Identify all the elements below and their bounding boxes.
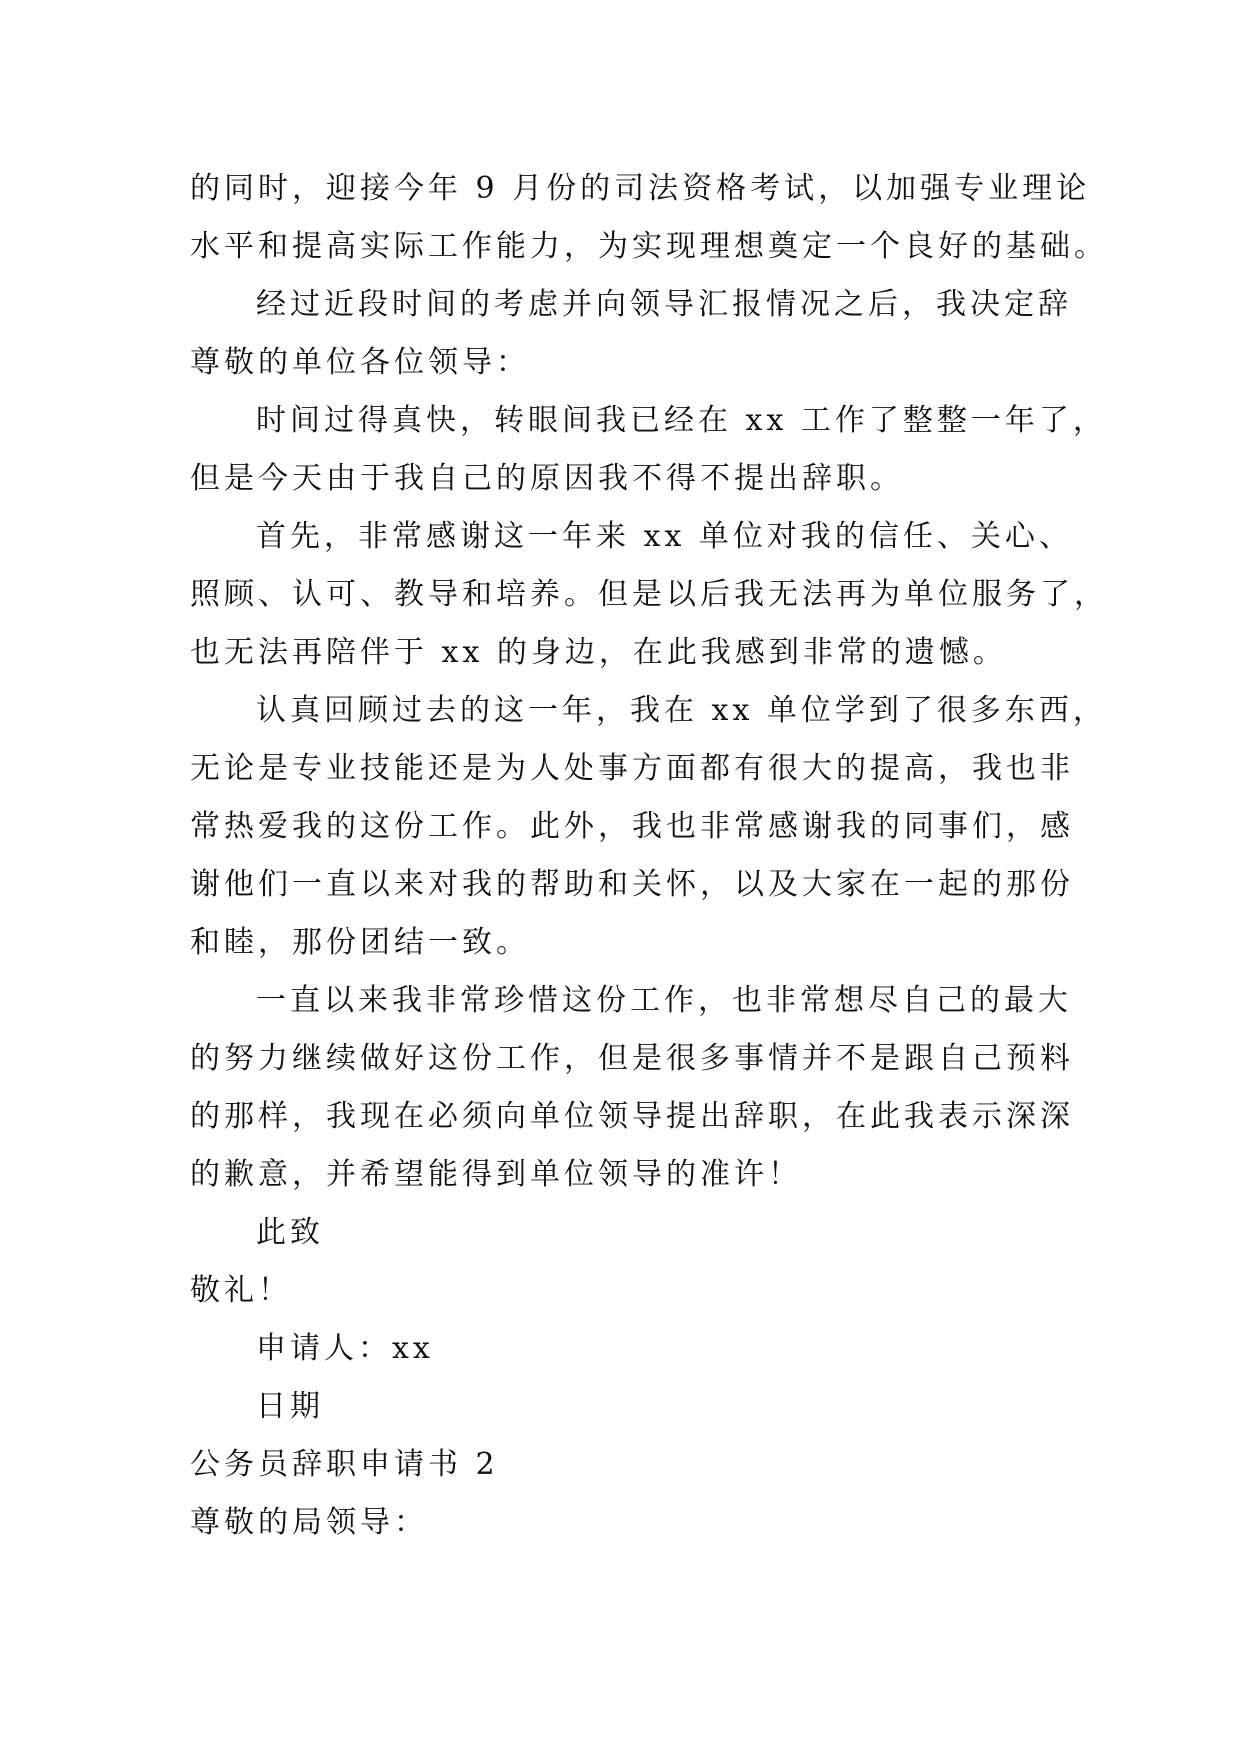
text-line: 首先，非常感谢这一年来 xx 单位对我的信任、关心、 <box>256 519 1073 554</box>
salutation: 尊敬的单位各位领导： <box>190 345 530 380</box>
text-line: 时间过得真快，转眼间我已经在 xx 工作了整整一年了， <box>256 403 1107 438</box>
text-line: 的那样，我现在必须向单位领导提出辞职，在此我表示深深 <box>190 1099 1074 1134</box>
section-title: 公务员辞职申请书 2 <box>190 1447 499 1482</box>
text-line: 无论是专业技能还是为人处事方面都有很大的提高，我也非 <box>190 751 1074 786</box>
salutation: 尊敬的局领导： <box>190 1505 428 1540</box>
text-line: 一直以来我非常珍惜这份工作，也非常想尽自己的最大 <box>256 983 1072 1018</box>
text-line: 水平和提高实际工作能力，为实现理想奠定一个良好的基础。 <box>190 229 1108 264</box>
date-line: 日期 <box>256 1389 324 1424</box>
closing-line: 此致 <box>256 1215 324 1250</box>
text-line: 的同时，迎接今年 9 月份的司法资格考试，以加强专业理论 <box>190 171 1091 206</box>
text-line: 认真回顾过去的这一年，我在 xx 单位学到了很多东西， <box>256 693 1107 728</box>
text-line: 但是今天由于我自己的原因我不得不提出辞职。 <box>190 461 904 496</box>
text-line: 谢他们一直以来对我的帮助和关怀，以及大家在一起的那份 <box>190 867 1074 902</box>
text-line: 常热爱我的这份工作。此外，我也非常感谢我的同事们，感 <box>190 809 1074 844</box>
text-line: 和睦，那份团结一致。 <box>190 925 530 960</box>
closing-regards: 敬礼！ <box>190 1273 292 1308</box>
text-line: 也无法再陪伴于 xx 的身边，在此我感到非常的遗憾。 <box>190 635 1007 670</box>
text-line: 照顾、认可、教导和培养。但是以后我无法再为单位服务了， <box>190 577 1108 612</box>
document-body <box>190 160 1108 1552</box>
applicant-line: 申请人：xx <box>256 1331 434 1366</box>
text-line: 经过近段时间的考虑并向领导汇报情况之后，我决定辞 <box>256 287 1072 322</box>
text-line: 的歉意，并希望能得到单位领导的准许！ <box>190 1157 802 1192</box>
text-line: 的努力继续做好这份工作，但是很多事情并不是跟自己预料 <box>190 1041 1074 1076</box>
